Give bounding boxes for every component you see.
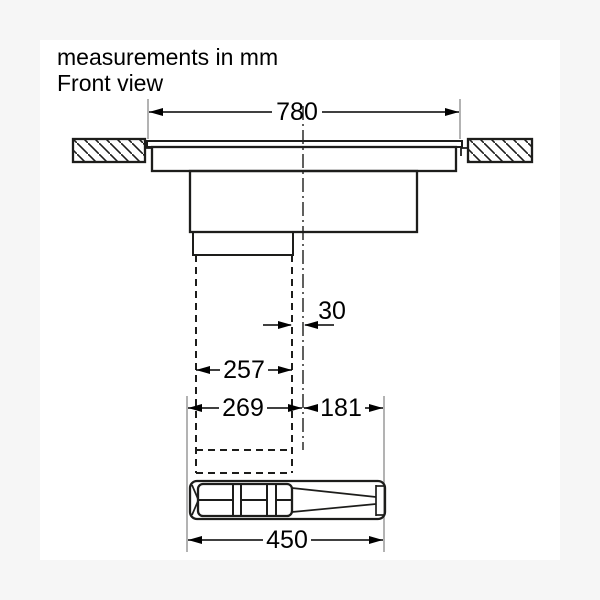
- view-label: Front view: [57, 70, 164, 96]
- measurements-unit-note: measurements in mm: [57, 44, 279, 70]
- dim-label-blower-width: 450: [266, 526, 308, 554]
- dim-label-duct-to-center: 30: [318, 297, 346, 325]
- dim-label-left-to-center: 269: [222, 394, 264, 422]
- dim-label-center-to-right: 181: [320, 394, 362, 422]
- countertop-cross-section-right: [468, 139, 532, 162]
- dim-label-duct-width: 257: [223, 356, 265, 384]
- countertop-cross-section-left: [73, 139, 145, 162]
- dim-label-overall-width: 780: [276, 98, 318, 126]
